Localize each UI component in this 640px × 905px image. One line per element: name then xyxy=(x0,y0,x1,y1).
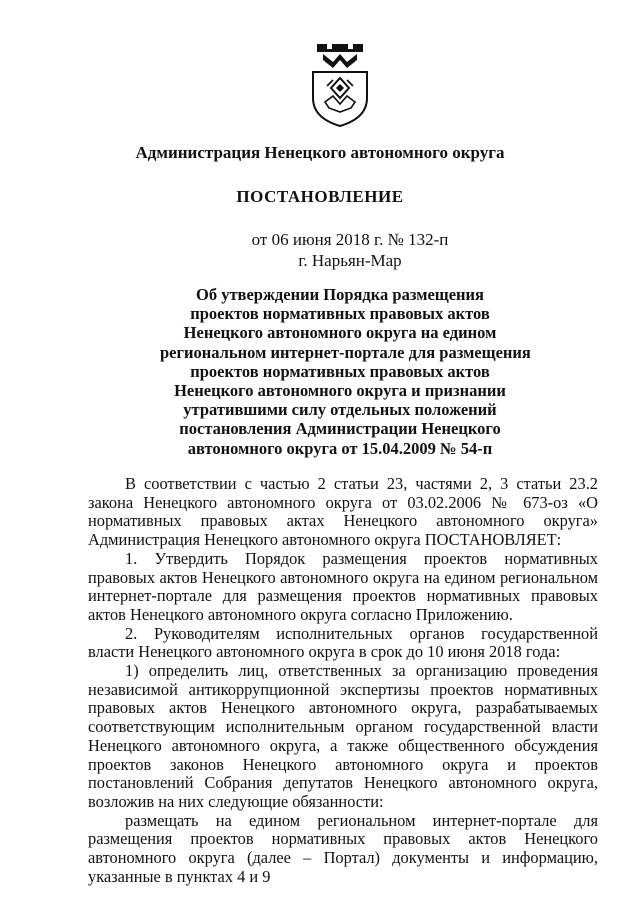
coat-of-arms-emblem xyxy=(303,40,377,128)
subject-line: проектов нормативных правовых актов xyxy=(190,361,490,381)
body-paragraph-item-1: 1. Утвердить Порядок размещения проектов нормативных правовых актов Ненецкого автономного округа на едином региональном интернет-портале для размещения проектов нормативных правовых актов Ненецкого автономного округа согласно Приложению. xyxy=(88,548,598,624)
subject-line: автономного округа от 15.04.2009 № 54-п xyxy=(187,438,493,458)
subject-line: Об утверждении Порядка размещения xyxy=(195,285,484,304)
organization-title: Администрация Ненецкого автономного округа xyxy=(135,143,505,162)
subject-line: постановления Администрации Ненецкого xyxy=(179,419,501,439)
document-body xyxy=(88,475,598,886)
body-paragraph-duties: размещать на едином региональном интернет-портале для размещения проектов нормативных правовых актов Ненецкого автономного округа (далее – Портал) документы и информацию, указанные в пунктах 4 и 9 xyxy=(88,810,598,886)
subject-line: региональном интернет-портале для размещения xyxy=(160,342,531,362)
document-place: г. Нарьян-Мар xyxy=(298,251,402,270)
body-paragraph-preamble: В соответствии с частью 2 статьи 23, частями 2, 3 статьи 23.2 закона Ненецкого автономного округа от 03.02.2006 № 673-оз «О нормативных правовых актах Ненецкого автономного округа» Администрация Ненецкого автономного округа ПОСТАНОВЛЯЕТ: xyxy=(88,474,598,550)
document-date-number: от 06 июня 2018 г. № 132-п xyxy=(251,230,449,249)
emblem-top-ornament xyxy=(317,44,363,52)
subject-line: проектов нормативных правовых актов xyxy=(190,304,490,324)
subject-line: Ненецкого автономного округа и признании xyxy=(174,381,506,401)
document-subject xyxy=(160,285,531,458)
document-type-heading: ПОСТАНОВЛЕНИЕ xyxy=(236,187,404,206)
body-paragraph-item-2: 2. Руководителям исполнительных органов государственной власти Ненецкого автономного округа в срок до 10 июня 2018 года: xyxy=(88,623,598,662)
subject-line: утратившими силу отдельных положений xyxy=(183,400,497,420)
body-paragraph-subitem-1: 1) определить лиц, ответственных за организацию проведения независимой антикоррупционной экспертизы проектов нормативных правовых актов Ненецкого автономного округа, разрабатываемых соответствующим исполнительным органом государственной власти Ненецкого автономного округа, а также общественного обсуждения проектов законов Ненецкого автономного округа и проектов постановлений Собрания депутатов Ненецкого автономного округа, возложив на них следующие обязанности: xyxy=(88,661,598,811)
subject-line: Ненецкого автономного округа на едином xyxy=(183,323,497,343)
